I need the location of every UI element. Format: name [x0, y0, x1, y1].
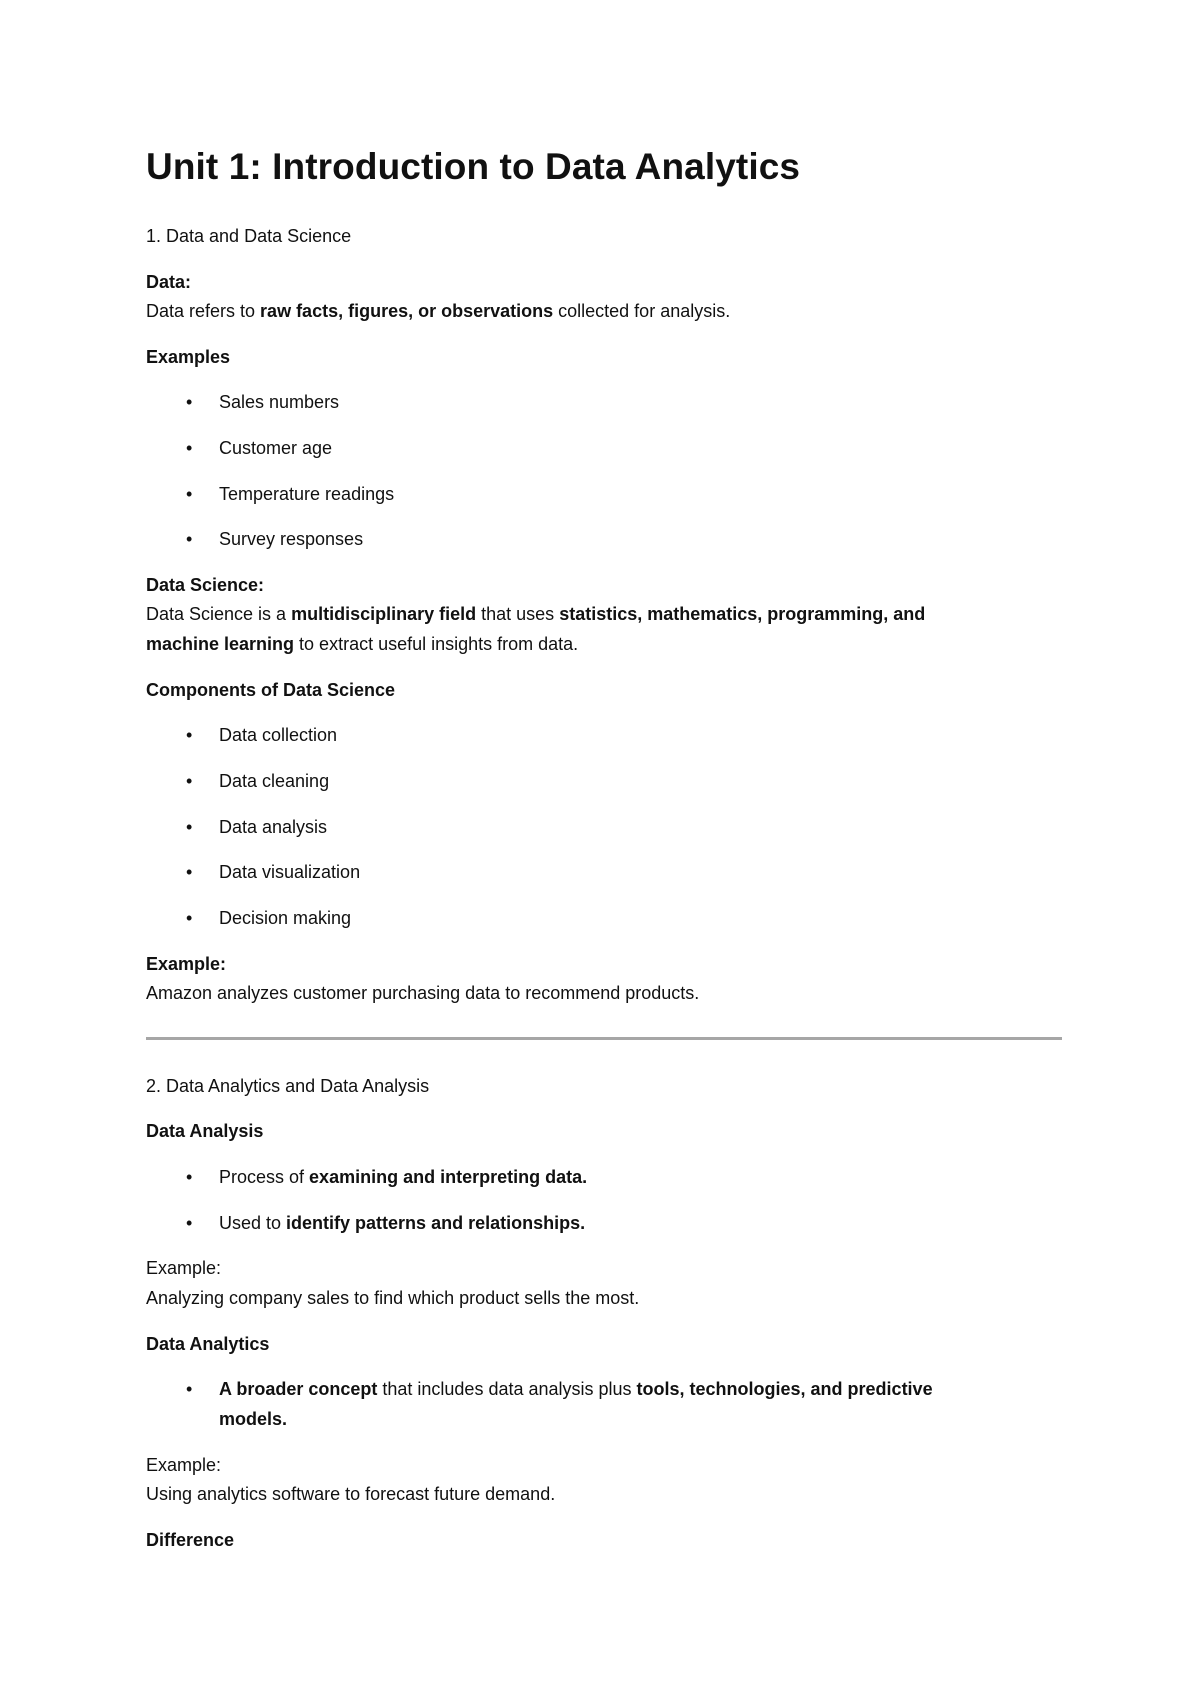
bullet-icon: •	[186, 392, 193, 412]
bullet-icon: •	[186, 1213, 193, 1233]
section-heading-1: 1. Data and Data Science	[146, 226, 352, 246]
difference-label: Difference	[146, 1530, 235, 1550]
components-label: Components of Data Science	[146, 680, 396, 700]
bullet-icon: •	[186, 438, 193, 458]
bullet-icon: •	[186, 1379, 193, 1399]
example-label: Example:	[146, 954, 227, 974]
data-science-definition-line2: machine learning to extract useful insights from data.	[146, 634, 579, 654]
bullet-icon: •	[186, 771, 193, 791]
data-science-label: Data Science:	[146, 575, 265, 595]
data-science-definition-line1: Data Science is a multidisciplinary field that uses statistics, mathematics, programming, and	[146, 604, 926, 624]
bullet-icon: •	[186, 1167, 193, 1187]
data-analysis-example-text: Analyzing company sales to find which product sells the most.	[146, 1288, 640, 1308]
bullet-icon: •	[186, 908, 193, 928]
bullet-icon: •	[186, 529, 193, 549]
horizontal-divider	[146, 1037, 1062, 1040]
data-definition: Data refers to raw facts, figures, or observations collected for analysis.	[146, 301, 731, 321]
bullet-icon: •	[186, 484, 193, 504]
section-heading-2: 2. Data Analytics and Data Analysis	[146, 1076, 430, 1096]
data-analytics-example-label: Example:	[146, 1455, 222, 1475]
data-analytics-example-text: Using analytics software to forecast future demand.	[146, 1484, 556, 1504]
bullet-icon: •	[186, 862, 193, 882]
data-analysis-label: Data Analysis	[146, 1121, 264, 1141]
data-label: Data:	[146, 272, 192, 292]
examples-label: Examples	[146, 347, 231, 367]
bullet-icon: •	[186, 817, 193, 837]
example-text: Amazon analyzes customer purchasing data to recommend products.	[146, 983, 700, 1003]
bullet-icon: •	[186, 725, 193, 745]
document-title: Unit 1: Introduction to Data Analytics	[146, 146, 801, 187]
data-analysis-example-label: Example:	[146, 1258, 222, 1278]
data-analytics-label: Data Analytics	[146, 1334, 270, 1354]
